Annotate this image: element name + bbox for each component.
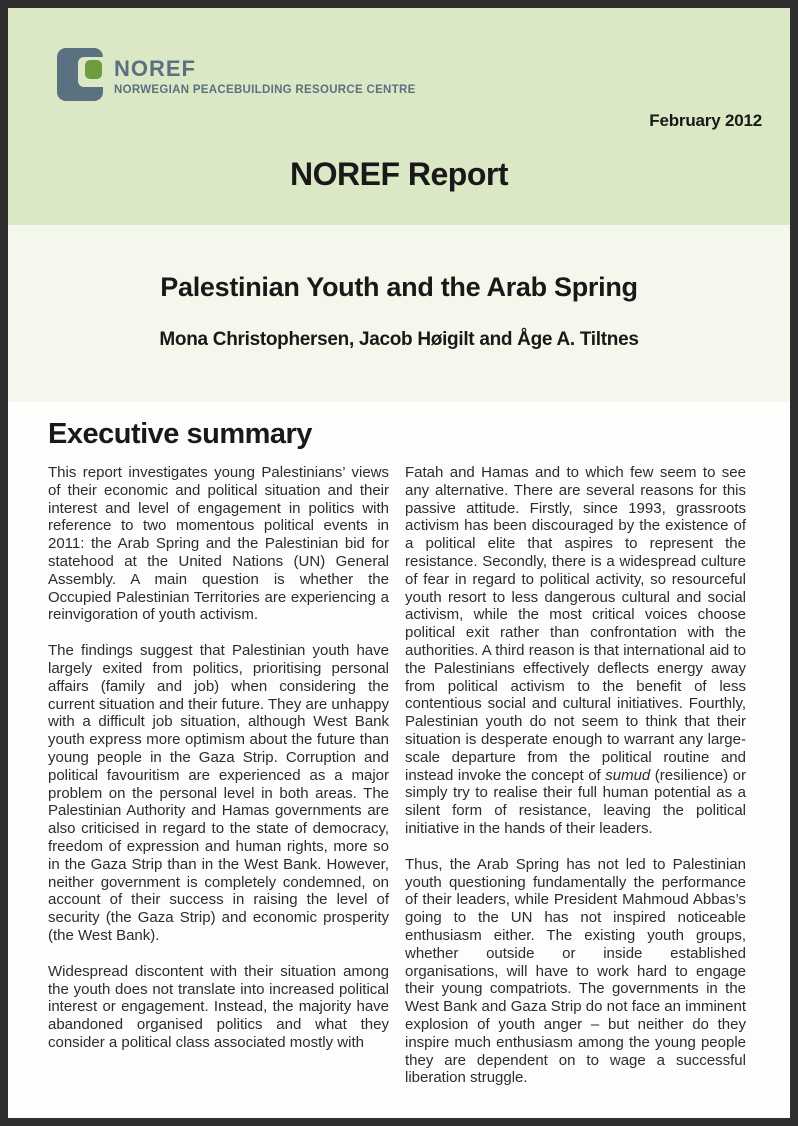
italic-term: sumud [605, 766, 651, 784]
paragraph [405, 464, 746, 838]
two-column-body [48, 464, 746, 1105]
executive-summary-section [8, 402, 790, 1105]
header-band [8, 8, 790, 225]
paragraph-text: (resilience) or simply try to realise their full human potential as a silent form of resistance, leaving the political initiative in the hands of their leaders. [405, 766, 746, 837]
logo-text-block [114, 48, 416, 96]
paragraph: Widespread discontent with their situation among the youth does not translate into increased political interest or engagement. Instead, the majority have abandoned organised politics and what they consider a political class associated mostly with [48, 962, 389, 1051]
logo-green-square [85, 60, 102, 79]
noref-logo [57, 48, 416, 101]
paragraph: This report investigates young Palestinians’ views of their economic and political situation and their interest and level of engagement in politics with reference to two momentous political events in 2011: the Arab Spring and the Palestinian bid for statehood at the United Nations (UN) General Assembly. A main question is whether the Occupied Palestinian Territories are experiencing a reinvigoration of youth activism. [48, 464, 389, 624]
title-band [8, 225, 790, 402]
noref-logo-icon [57, 48, 103, 101]
right-column [405, 464, 746, 1105]
report-series-title: NOREF Report [290, 156, 508, 192]
logo-wordmark: NOREF [114, 56, 196, 81]
paragraph: Thus, the Arab Spring has not led to Palestinian youth questioning fundamentally the performance of their leaders, while President Mahmoud Abbas’s going to the UN has not inspired noticeable enthusiasm either. The existing youth groups, whether outside or inside established organisations, will have to work hard to engage their young compatriots. The governments in the West Bank and Gaza Strip do not face an imminent explosion of youth anger – but neither do they inspire much enthusiasm among the young people they are dependent on to wage a successful liberation struggle. [405, 855, 746, 1087]
report-authors: Mona Christophersen, Jacob Høigilt and Åge A. Tiltnes [159, 328, 639, 350]
issue-date: February 2012 [649, 111, 762, 130]
paragraph-text: Fatah and Hamas and to which few seem to see any alternative. There are several reasons for this passive attitude. Firstly, since 1993, grassroots activism has been discouraged by the existence of a political elite that aspires to represent the resistance. Secondly, there is a widespread culture of fear in regard to political activity, so resourceful youth resort to less dangerous cultural and social activism, while the most critical voices choose political exit rather than confrontation with the authorities. A third reason is that international aid to the Palestinians effectively deflects energy away from political activism to the benefit of less contentious social and cultural initiatives. Fourthly, Palestinian youth do not seem to think that their situation is desperate enough to warrant any large-scale departure from the political routine and instead invoke the concept of [405, 464, 746, 784]
report-page [8, 8, 790, 1118]
paragraph: The findings suggest that Palestinian youth have largely exited from politics, prioritising personal affairs (family and job) when considering the current situation and their future. They are unhappy with a difficult job situation, although West Bank youth express more optimism about the future than young people in the Gaza Strip. Corruption and political favouritism are experienced as a major problem on the personal level in both areas. The Palestinian Authority and Hamas governments are also criticised in regard to the state of democracy, freedom of expression and human rights, more so in the Gaza Strip than in the West Bank. However, neither government is completely condemned, on account of their success in raising the level of security (the Gaza Strip) and economic prosperity (the West Bank). [48, 642, 389, 944]
logo-tagline: NORWEGIAN PEACEBUILDING RESOURCE CENTRE [114, 84, 416, 96]
left-column [48, 464, 389, 1105]
section-heading: Executive summary [48, 418, 312, 450]
report-title: Palestinian Youth and the Arab Spring [160, 272, 638, 302]
